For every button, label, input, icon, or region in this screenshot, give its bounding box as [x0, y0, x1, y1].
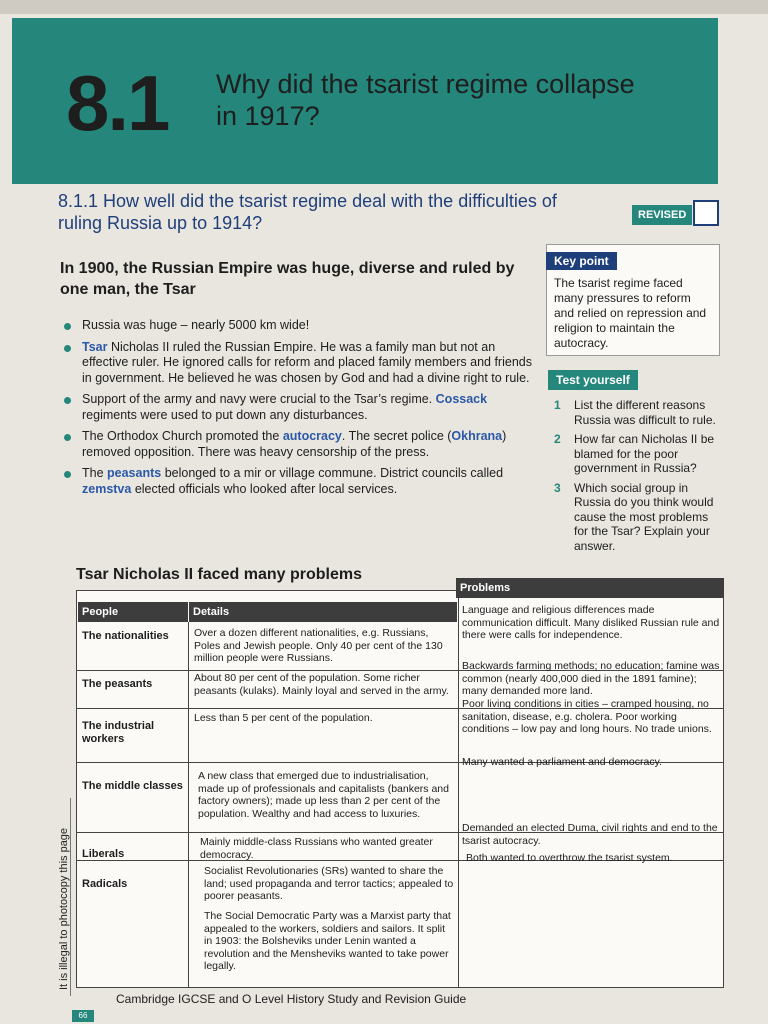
test-yourself-label: Test yourself — [548, 370, 638, 390]
cell-people: The middle classes — [82, 780, 183, 792]
question-number: 1 — [554, 398, 561, 412]
column-divider — [188, 622, 189, 988]
bullet-text: . The secret police ( — [341, 429, 452, 443]
bullet-text: The — [82, 466, 108, 480]
keyword: zemstva — [82, 481, 132, 496]
cell-people: Radicals — [82, 878, 128, 890]
key-point-text: The tsarist regime faced many pressures to reform and relied on repression and religion to maintain the autocracy. — [554, 276, 707, 350]
keyword: Cossack — [435, 392, 488, 406]
table-title: Tsar Nicholas II faced many problems — [76, 566, 363, 583]
chapter-number: 8.1 — [66, 59, 169, 147]
question-number: 2 — [554, 432, 561, 446]
cell-details-2: The Social Democratic Party was a Marxist party that appealed to the workers, soldiers and sailors. It split in 1903: the Bolsheviks under Lenin wanted a revolution and the Mensheviks wanted to take power legally. — [204, 910, 451, 972]
keyword: peasants — [107, 466, 162, 480]
keyword: Okhrana — [451, 429, 503, 443]
cell-problems: Both wanted to overthrow the tsarist system. — [466, 852, 673, 864]
bullet-text: belonged to a mir or village commune. District councils called — [161, 466, 504, 480]
cell-people: Liberals — [82, 848, 125, 860]
bullet-dot-icon — [64, 323, 71, 330]
question-item — [554, 481, 724, 554]
page-top-edge — [0, 0, 768, 14]
bullet-item — [62, 466, 532, 497]
page-number: 66 — [72, 1010, 94, 1022]
cell-problems: Many wanted a parliament and democracy. — [462, 756, 662, 768]
revised-label: REVISED — [632, 205, 692, 225]
column-divider — [458, 598, 459, 988]
question-text: Which social group in Russia do you think would cause the most problems for the Tsar? Explain your answer. — [574, 480, 714, 553]
bullet-text: Support of the army and navy were crucial to the Tsar’s regime. — [82, 392, 436, 406]
bullet-text: Russia was huge – nearly 5000 km wide! — [82, 318, 310, 332]
book-title: Cambridge IGCSE and O Level History Study and Revision Guide — [116, 992, 467, 1006]
bullet-dot-icon — [64, 397, 71, 404]
bullet-dot-icon — [64, 471, 71, 478]
test-yourself-list — [554, 398, 724, 558]
keyword: Tsar — [82, 339, 108, 354]
cell-details: Over a dozen different nationalities, e.g. Russians, Poles and Jewish people. Only 40 per cent of the 130 million people were Russians. — [194, 627, 443, 664]
bullet-dot-icon — [64, 434, 71, 441]
intro-bullet-list — [62, 318, 532, 503]
key-point-label: Key point — [546, 252, 617, 270]
section-heading: 8.1.1 How well did the tsarist regime deal with the difficulties of ruling Russia up to 1914? — [58, 191, 557, 233]
cell-problems: Language and religious differences made communication difficult. Many disliked Russian rule and there were calls for independence. — [462, 604, 720, 641]
cell-problems: Backwards farming methods; no education; famine was common (nearly 400,000 died in the 1891 famine); many demanded more land. — [462, 660, 720, 697]
cell-people: The industrial workers — [82, 720, 155, 745]
bullet-item — [62, 429, 532, 460]
bullet-text: The Orthodox Church promoted the — [82, 429, 283, 443]
cell-details: Less than 5 per cent of the population. — [194, 712, 373, 724]
bullet-item — [62, 318, 532, 334]
bullet-item — [62, 392, 532, 423]
cell-details: A new class that emerged due to industrialisation, made up of professionals and capitalists (bankers and factory owners); made up less than 2 per cent of the population. Wealthy and had access to luxuries. — [198, 770, 449, 820]
intro-heading: In 1900, the Russian Empire was huge, diverse and ruled by one man, the Tsar — [60, 260, 515, 298]
header-details: Details — [189, 602, 457, 622]
question-number: 3 — [554, 480, 561, 495]
cell-problems: Poor living conditions in cities – cramped housing, no sanitation, disease, e.g. cholera. Poor working conditions – low pay and long hours. No trade unions. — [462, 698, 712, 735]
question-item — [554, 398, 724, 427]
revised-checkbox[interactable] — [693, 200, 719, 226]
copyright-notice: It is illegal to photocopy this page — [58, 827, 70, 990]
bullet-dot-icon — [64, 345, 71, 352]
bullet-text: elected officials who looked after local services. — [131, 481, 398, 496]
cell-details: About 80 per cent of the population. Some richer peasants (kulaks). Mainly loyal and served in the army. — [194, 672, 449, 697]
bullet-text: regiments were used to put down any disturbances. — [82, 407, 368, 422]
cell-problems: Demanded an elected Duma, civil rights and end to the tsarist autocracy. — [462, 822, 718, 847]
question-text: List the different reasons Russia was difficult to rule. — [574, 398, 716, 427]
cell-people: The nationalities — [82, 630, 169, 642]
chapter-title: Why did the tsarist regime collapse in 1917? — [216, 69, 635, 131]
keyword: autocracy — [282, 429, 342, 443]
question-text: How far can Nicholas II be blamed for the poor government in Russia? — [574, 432, 715, 475]
cell-details: Mainly middle-class Russians who wanted greater democracy. — [200, 836, 433, 861]
bullet-text: Nicholas II ruled the Russian Empire. He was a family man but not an effective ruler. He ignored calls for reform and placed family members and friends in government. He believed he was chosen by God and had a divine right to rule. — [82, 339, 532, 385]
cell-details: Socialist Revolutionaries (SRs) wanted to share the land; used propaganda and terror tactics; appealed to poorer peasants. — [204, 865, 454, 902]
bullet-text: ) removed opposition. There was heavy censorship of the press. — [82, 429, 507, 459]
header-problems: Problems — [456, 578, 724, 598]
header-people: People — [78, 602, 188, 622]
bullet-item — [62, 340, 532, 387]
cell-people: The peasants — [82, 678, 153, 690]
question-item — [554, 432, 724, 476]
